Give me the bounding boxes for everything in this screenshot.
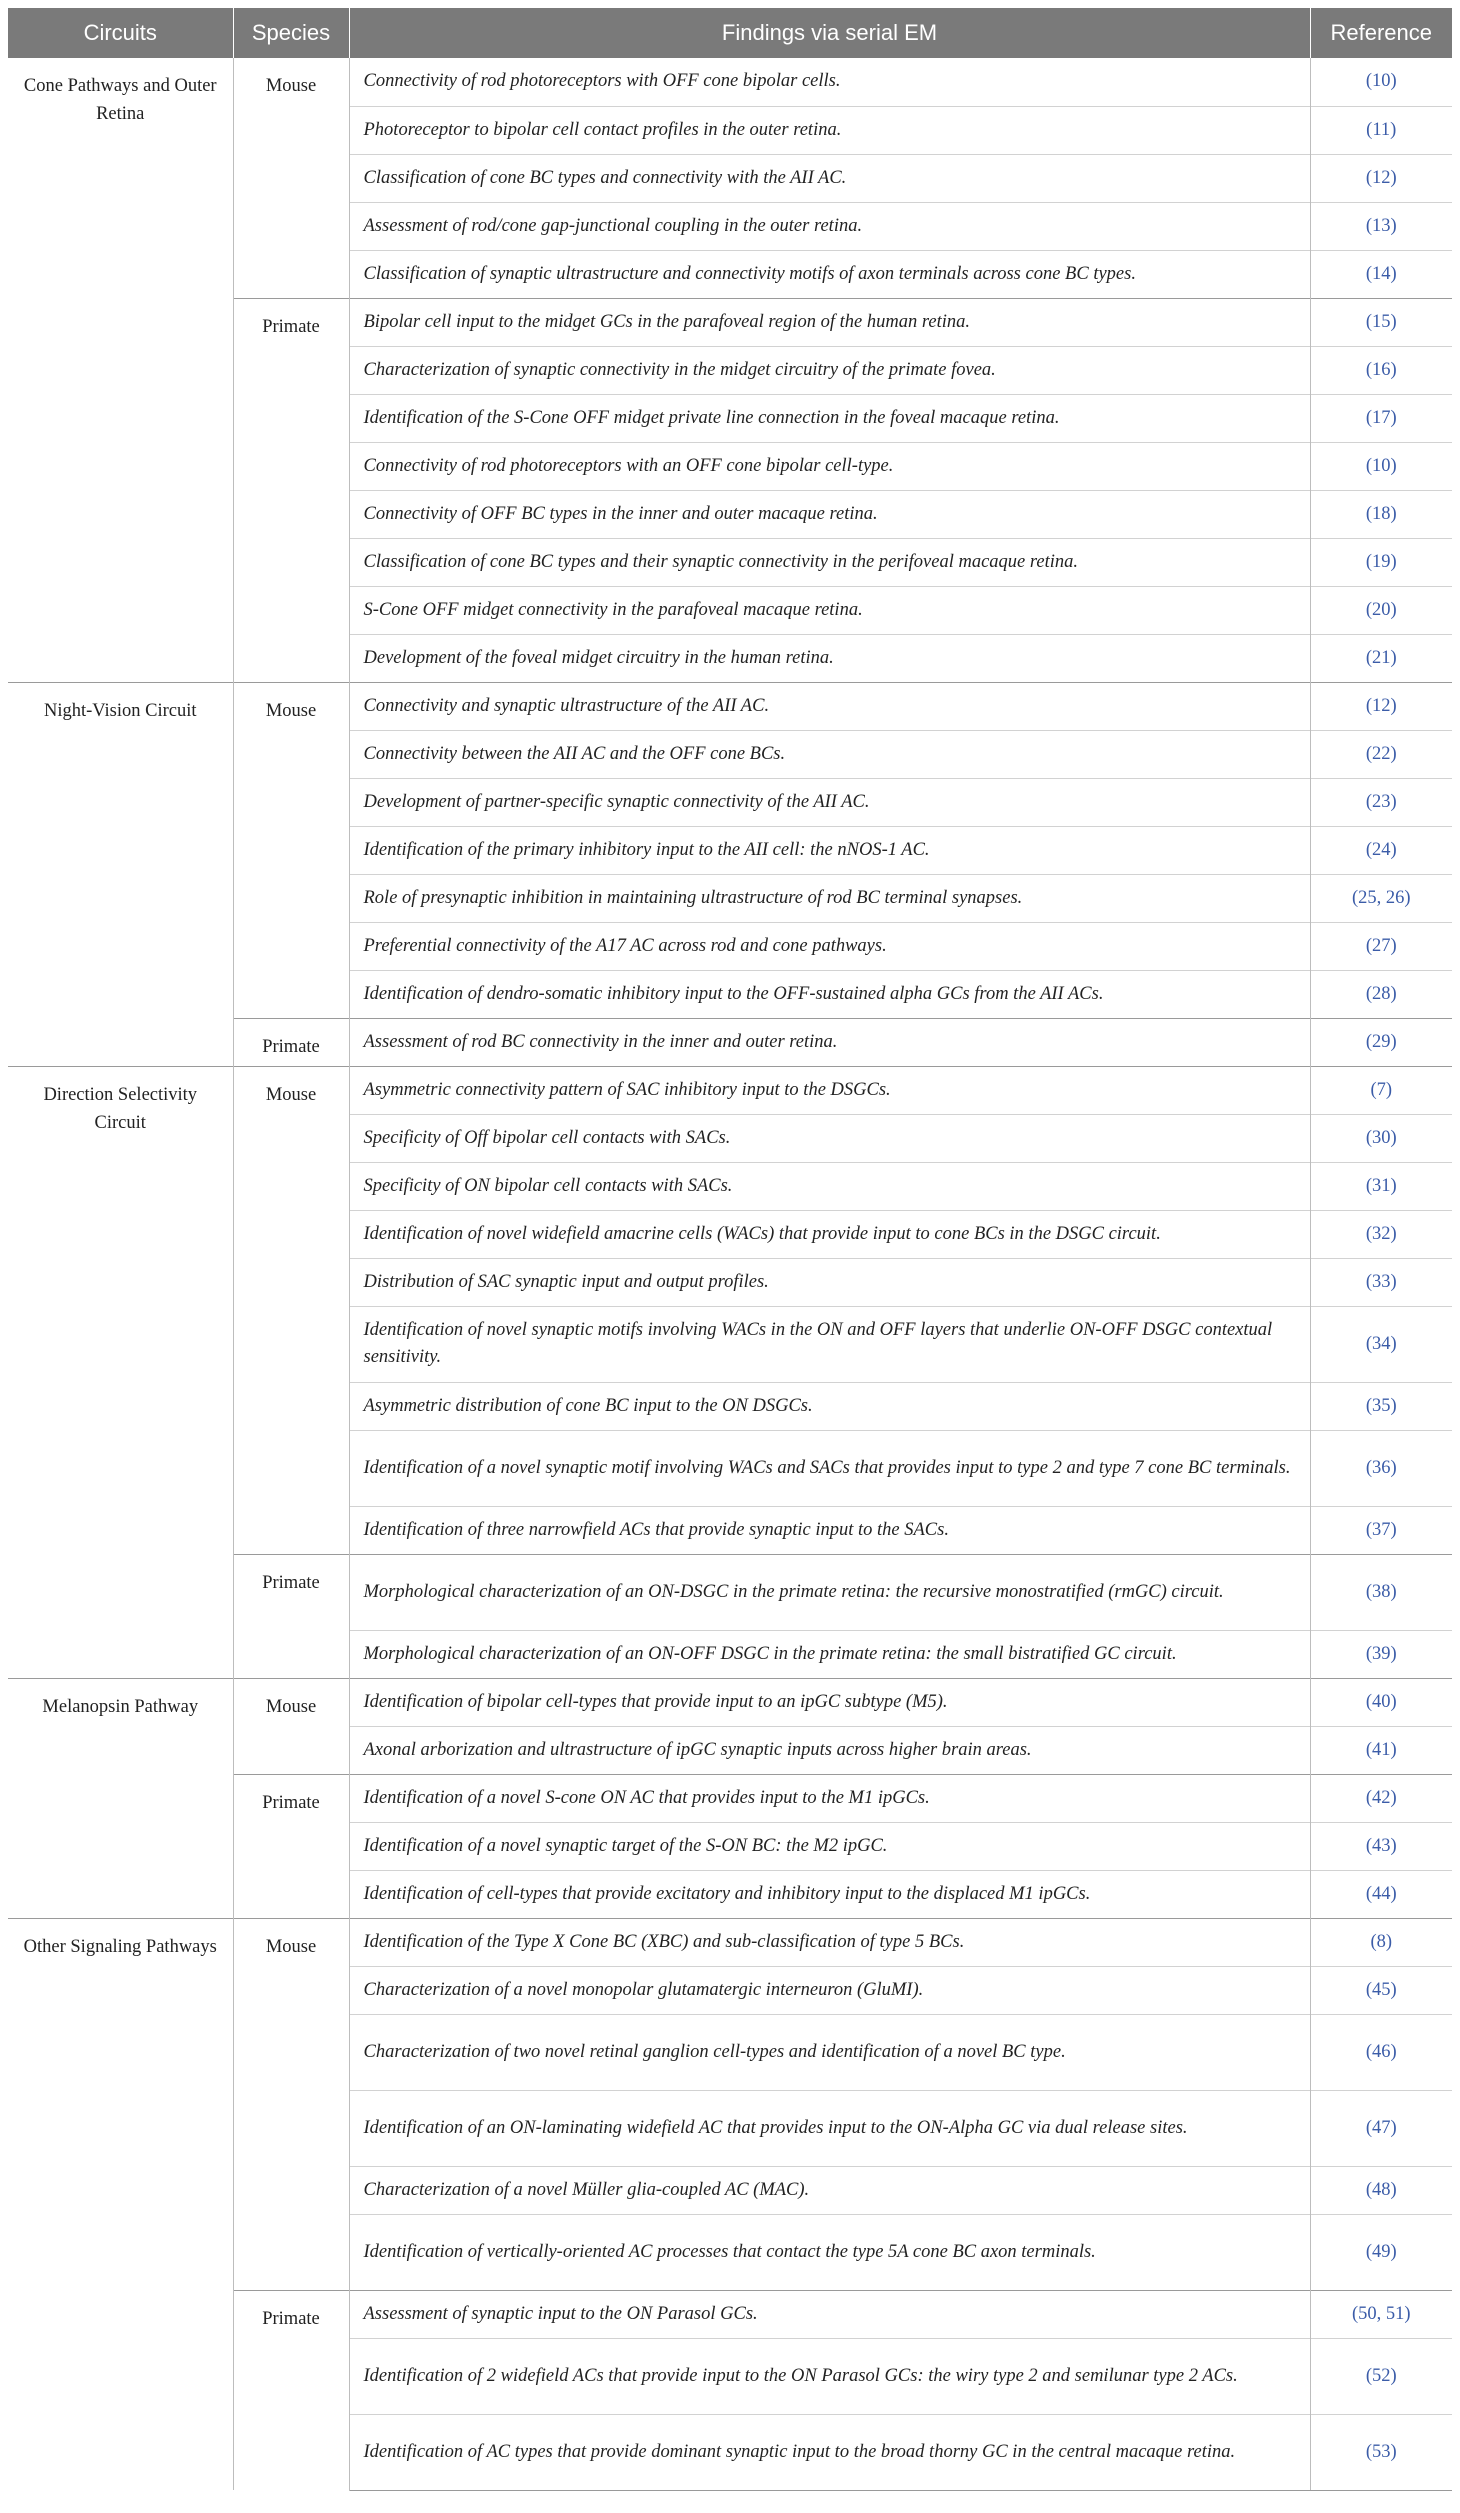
reference-cell: (35) (1310, 1382, 1452, 1430)
reference-cell: (17) (1310, 394, 1452, 442)
table-row (8, 1066, 1452, 1114)
finding-cell: Identification of a novel S-cone ON AC that provides input to the M1 ipGCs. (349, 1774, 1310, 1822)
reference-link[interactable]: 23 (1372, 791, 1391, 812)
species-cell: Primate (233, 2290, 349, 2490)
reference-cell: (24) (1310, 826, 1452, 874)
reference-link[interactable]: 17 (1372, 407, 1391, 428)
finding-cell: Identification of an ON-laminating widefield AC that provides input to the ON-Alpha GC via dual release sites. (349, 2090, 1310, 2166)
reference-cell: (31) (1310, 1162, 1452, 1210)
reference-link[interactable]: 10 (1372, 71, 1391, 92)
circuit-cell: Other Signaling Pathways (8, 1918, 233, 2490)
reference-link[interactable]: 20 (1372, 599, 1391, 620)
reference-cell: (25, 26) (1310, 874, 1452, 922)
reference-cell: (48) (1310, 2166, 1452, 2214)
finding-cell: Asymmetric distribution of cone BC input to the ON DSGCs. (349, 1382, 1310, 1430)
reference-cell: (10) (1365, 71, 1397, 92)
reference-link[interactable]: 49 (1372, 2241, 1391, 2262)
reference-cell: (13) (1310, 202, 1452, 250)
reference-cell: (30) (1310, 1114, 1452, 1162)
species-cell: Primate (233, 1018, 349, 1066)
reference-link[interactable]: 16 (1372, 359, 1391, 380)
header-circuits: Circuits (8, 8, 233, 58)
finding-cell: Specificity of Off bipolar cell contacts with SACs. (349, 1114, 1310, 1162)
reference-link[interactable]: 47 (1372, 2117, 1391, 2138)
finding-cell: Identification of the primary inhibitory input to the AII cell: the nNOS-1 AC. (349, 826, 1310, 874)
reference-link[interactable]: 12 (1372, 167, 1391, 188)
reference-cell: (42) (1310, 1774, 1452, 1822)
species-cell: Mouse (233, 1678, 349, 1774)
reference-link[interactable]: 39 (1372, 1643, 1391, 1664)
finding-cell: Photoreceptor to bipolar cell contact profiles in the outer retina. (349, 106, 1310, 154)
reference-link[interactable]: 38 (1372, 1581, 1391, 1602)
findings-table (8, 8, 1452, 2491)
reference-link[interactable]: 51 (1385, 2303, 1405, 2324)
reference-link[interactable]: 53 (1372, 2441, 1391, 2462)
reference-link[interactable]: 29 (1372, 1031, 1391, 1052)
reference-link[interactable]: 52 (1372, 2365, 1391, 2386)
finding-cell: Morphological characterization of an ON-DSGC in the primate retina: the recursive monostratified (rmGC) circuit. (349, 1554, 1310, 1630)
reference-cell: (52) (1310, 2338, 1452, 2414)
reference-cell: (12) (1310, 154, 1452, 202)
reference-link[interactable]: 18 (1372, 503, 1391, 524)
reference-cell: (33) (1310, 1258, 1452, 1306)
circuit-cell: Melanopsin Pathway (8, 1678, 233, 1918)
finding-cell: Development of the foveal midget circuitry in the human retina. (349, 634, 1310, 682)
reference-link[interactable]: 10 (1372, 455, 1391, 476)
finding-cell: Identification of AC types that provide dominant synaptic input to the broad thorny GC in the central macaque retina. (349, 2414, 1310, 2490)
reference-link[interactable]: 48 (1372, 2179, 1391, 2200)
reference-cell: (36) (1310, 1430, 1452, 1506)
reference-link[interactable]: 15 (1372, 311, 1391, 332)
reference-link[interactable]: 19 (1372, 551, 1391, 572)
species-cell: Primate (233, 1554, 349, 1678)
finding-cell: Identification of three narrowfield ACs that provide synaptic input to the SACs. (349, 1506, 1310, 1554)
finding-cell: Identification of dendro-somatic inhibitory input to the OFF-sustained alpha GCs from the AII ACs. (349, 970, 1310, 1018)
finding-cell: Identification of cell-types that provide excitatory and inhibitory input to the displaced M1 ipGCs. (349, 1870, 1310, 1918)
finding-cell: Characterization of a novel Müller glia-coupled AC (MAC). (349, 2166, 1310, 2214)
finding-cell: Characterization of a novel monopolar glutamatergic interneuron (GluMI). (349, 1966, 1310, 2014)
reference-cell: (41) (1310, 1726, 1452, 1774)
reference-link[interactable]: 11 (1372, 119, 1391, 140)
finding-cell: Assessment of rod BC connectivity in the inner and outer retina. (349, 1018, 1310, 1066)
circuit-cell: Cone Pathways and Outer Retina (8, 58, 233, 682)
reference-link[interactable]: 50 (1358, 2303, 1377, 2324)
finding-cell: Specificity of ON bipolar cell contacts with SACs. (349, 1162, 1310, 1210)
species-cell: Mouse (233, 1066, 349, 1554)
reference-cell: (28) (1310, 970, 1452, 1018)
reference-link[interactable]: 43 (1372, 1835, 1391, 1856)
reference-cell: (20) (1310, 586, 1452, 634)
reference-link[interactable]: 35 (1372, 1395, 1391, 1416)
finding-cell: Bipolar cell input to the midget GCs in the parafoveal region of the human retina. (349, 298, 1310, 346)
reference-link[interactable]: 45 (1372, 1979, 1391, 2000)
table-body (8, 58, 1452, 2490)
reference-link[interactable]: 21 (1372, 647, 1391, 668)
reference-cell: (7) (1310, 1066, 1452, 1114)
reference-link[interactable]: 31 (1372, 1175, 1391, 1196)
finding-cell: Axonal arborization and ultrastructure of ipGC synaptic inputs across higher brain areas. (349, 1726, 1310, 1774)
finding-cell: Connectivity of rod photoreceptors with OFF cone bipolar cells. (349, 58, 1310, 106)
reference-cell: (12) (1310, 682, 1452, 730)
reference-cell: (38) (1310, 1554, 1452, 1630)
species-cell: Mouse (233, 682, 349, 1018)
header-species: Species (233, 8, 349, 58)
reference-link[interactable]: 41 (1372, 1739, 1391, 1760)
reference-cell: (39) (1310, 1630, 1452, 1678)
finding-cell: Identification of the S-Cone OFF midget private line connection in the foveal macaque retina. (349, 394, 1310, 442)
finding-cell: Classification of cone BC types and their synaptic connectivity in the perifoveal macaque retina. (349, 538, 1310, 586)
table-row (8, 58, 1452, 106)
finding-cell: Development of partner-specific synaptic connectivity of the AII AC. (349, 778, 1310, 826)
circuit-cell: Direction Selectivity Circuit (8, 1066, 233, 1678)
reference-cell: (44) (1310, 1870, 1452, 1918)
finding-cell: Connectivity of OFF BC types in the inner and outer macaque retina. (349, 490, 1310, 538)
finding-cell: Identification of a novel synaptic motif involving WACs and SACs that provides input to type 2 and type 7 cone BC terminals. (349, 1430, 1310, 1506)
finding-cell: Identification of the Type X Cone BC (XBC) and sub-classification of type 5 BCs. (349, 1918, 1310, 1966)
finding-cell: S-Cone OFF midget connectivity in the parafoveal macaque retina. (349, 586, 1310, 634)
finding-cell: Assessment of synaptic input to the ON Parasol GCs. (349, 2290, 1310, 2338)
reference-link[interactable]: 34 (1372, 1333, 1391, 1354)
reference-cell: (40) (1310, 1678, 1452, 1726)
finding-cell: Assessment of rod/cone gap-junctional coupling in the outer retina. (349, 202, 1310, 250)
finding-cell: Classification of synaptic ultrastructure and connectivity motifs of axon terminals across cone BC types. (349, 250, 1310, 298)
reference-cell: (34) (1310, 1306, 1452, 1382)
finding-cell: Morphological characterization of an ON-OFF DSGC in the primate retina: the small bistratified GC circuit. (349, 1630, 1310, 1678)
reference-cell: (29) (1310, 1018, 1452, 1066)
finding-cell: Identification of bipolar cell-types that provide input to an ipGC subtype (M5). (349, 1678, 1310, 1726)
reference-link[interactable]: 36 (1372, 1457, 1391, 1478)
reference-cell: (16) (1310, 346, 1452, 394)
reference-link[interactable]: 7 (1376, 1079, 1386, 1100)
reference-link[interactable]: 32 (1372, 1223, 1391, 1244)
header-row (8, 8, 1452, 58)
reference-link[interactable]: 44 (1372, 1883, 1391, 1904)
finding-cell: Asymmetric connectivity pattern of SAC inhibitory input to the DSGCs. (349, 1066, 1310, 1114)
reference-cell: (11) (1310, 106, 1452, 154)
reference-cell: (15) (1310, 298, 1452, 346)
species-cell: Mouse (233, 58, 349, 298)
finding-cell: Identification of novel synaptic motifs involving WACs in the ON and OFF layers that underlie ON-OFF DSGC contextual sensitivity. (349, 1306, 1310, 1382)
finding-cell: Connectivity of rod photoreceptors with an OFF cone bipolar cell-type. (349, 442, 1310, 490)
reference-link[interactable]: 30 (1372, 1127, 1391, 1148)
reference-link[interactable]: 13 (1372, 215, 1391, 236)
reference-link[interactable]: 12 (1372, 695, 1391, 716)
header-findings: Findings via serial EM (349, 8, 1310, 58)
finding-cell: Connectivity between the AII AC and the OFF cone BCs. (349, 730, 1310, 778)
reference-cell: (46) (1310, 2014, 1452, 2090)
reference-link[interactable]: 26 (1385, 887, 1405, 908)
reference-cell: (19) (1310, 538, 1452, 586)
reference-cell: (37) (1310, 1506, 1452, 1554)
finding-cell: Classification of cone BC types and connectivity with the AII AC. (349, 154, 1310, 202)
finding-cell: Preferential connectivity of the A17 AC across rod and cone pathways. (349, 922, 1310, 970)
reference-link[interactable]: 27 (1372, 935, 1391, 956)
reference-cell: (27) (1310, 922, 1452, 970)
reference-link[interactable]: 22 (1372, 743, 1391, 764)
reference-cell: (21) (1310, 634, 1452, 682)
table-row (8, 1678, 1452, 1726)
finding-cell: Identification of vertically-oriented AC processes that contact the type 5A cone BC axon terminals. (349, 2214, 1310, 2290)
header-reference: Reference (1310, 8, 1452, 58)
reference-cell: (47) (1310, 2090, 1452, 2166)
species-cell: Primate (233, 298, 349, 682)
finding-cell: Identification of novel widefield amacrine cells (WACs) that provide input to cone BCs in the DSGC circuit. (349, 1210, 1310, 1258)
reference-cell: (53) (1310, 2414, 1452, 2490)
circuit-cell: Night-Vision Circuit (8, 682, 233, 1066)
finding-cell: Role of presynaptic inhibition in maintaining ultrastructure of rod BC terminal synapses. (349, 874, 1310, 922)
reference-link[interactable]: 40 (1372, 1691, 1391, 1712)
species-cell: Mouse (233, 1918, 349, 2290)
table-row (8, 682, 1452, 730)
reference-link[interactable]: 24 (1372, 839, 1391, 860)
reference-link[interactable]: 25 (1358, 887, 1377, 908)
reference-link[interactable]: 37 (1372, 1519, 1391, 1540)
reference-cell: (45) (1310, 1966, 1452, 2014)
finding-cell: Characterization of two novel retinal ganglion cell-types and identification of a novel BC type. (349, 2014, 1310, 2090)
reference-cell: (23) (1310, 778, 1452, 826)
reference-link[interactable]: 14 (1372, 263, 1391, 284)
reference-cell: (14) (1310, 250, 1452, 298)
reference-cell: (43) (1310, 1822, 1452, 1870)
finding-cell: Identification of 2 widefield ACs that provide input to the ON Parasol GCs: the wiry type 2 and semilunar type 2 ACs. (349, 2338, 1310, 2414)
reference-cell: (8) (1310, 1918, 1452, 1966)
reference-cell: (32) (1310, 1210, 1452, 1258)
reference-link[interactable]: 28 (1372, 983, 1391, 1004)
reference-cell: (22) (1310, 730, 1452, 778)
finding-cell: Characterization of synaptic connectivity in the midget circuitry of the primate fovea. (349, 346, 1310, 394)
reference-link[interactable]: 46 (1372, 2041, 1391, 2062)
finding-cell: Identification of a novel synaptic target of the S-ON BC: the M2 ipGC. (349, 1822, 1310, 1870)
reference-cell: (50, 51) (1310, 2290, 1452, 2338)
species-cell: Primate (233, 1774, 349, 1918)
reference-cell: (49) (1310, 2214, 1452, 2290)
finding-cell: Connectivity and synaptic ultrastructure of the AII AC. (349, 682, 1310, 730)
reference-link[interactable]: 42 (1372, 1787, 1391, 1808)
finding-cell: Distribution of SAC synaptic input and output profiles. (349, 1258, 1310, 1306)
table-row (8, 1918, 1452, 1966)
reference-link[interactable]: 8 (1376, 1931, 1386, 1952)
reference-link[interactable]: 33 (1372, 1271, 1391, 1292)
reference-cell: (18) (1310, 490, 1452, 538)
reference-cell: (10) (1310, 442, 1452, 490)
